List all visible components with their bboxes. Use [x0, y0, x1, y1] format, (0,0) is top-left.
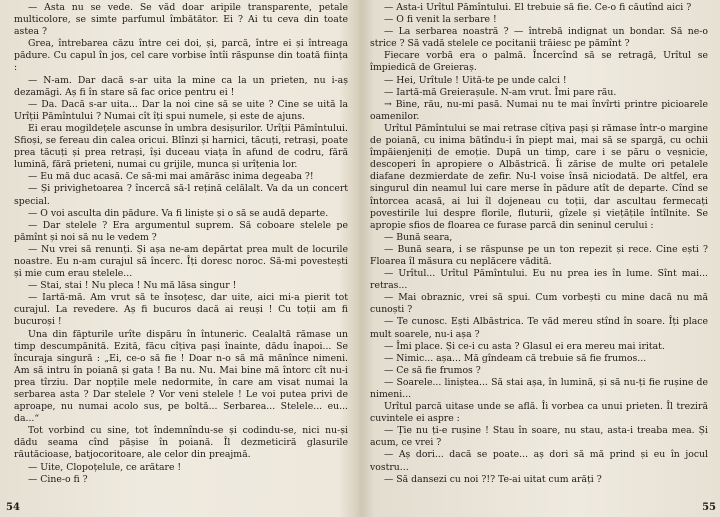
paragraph: Una din făpturile urîte dispăru în întuneric. Cealaltă rămase un timp descumpănită. Ezită, făcu cîțiva pași înainte, dădu înapoi... Se încuraja singură : „Ei, ce-o să fie ! Doar n-o să mă mănînce nimeni. Am să intru în poiană și gata ! Ba nu. Nu. Mai bine mă întorc cît nu-i prea tîrziu. Dar nopțile mele nedormite, în care am visat numai la serbarea asta ? Dar stelele ? Vor veni stelele ! Le voi putea privi de aproape, nu numai acolo sus, pe boltă... Serbarea... Stelele... eu... da...“ [14, 328, 348, 425]
paragraph: — Cine-o fi ? [28, 473, 88, 485]
paragraph: — Stai, stai ! Nu pleca ! Nu mă lăsa singur ! [28, 280, 237, 292]
paragraph: — Eu mă duc acasă. Ce să-mi mai amărăsc inima degeaba ?! [28, 171, 314, 183]
left-page-text [14, 2, 348, 514]
paragraph: — Îmi place. Și ce-i cu asta ? Glasul ei era mereu mai iritat. [384, 340, 665, 352]
paragraph: — O fi venit la serbare ! [384, 14, 497, 26]
paragraph: Tot vorbind cu sine, tot îndemnîndu-se și codindu-se, nici nu-și dădu seama cînd pășise în poiană. Îl dezmeticiră glasurile răutăcioase, batjocoritoare, ale celor din preajmă. [14, 425, 348, 461]
paragraph: — Te cunosc. Ești Albăstrica. Te văd mereu stînd în soare. Îți place mult soarele, nu-i așa ? [370, 316, 708, 340]
paragraph: — Să dansezi cu noi ?!? Te-ai uitat cum arăți ? [384, 473, 602, 485]
paragraph: Grea, întrebarea căzu între cei doi, și, parcă, între ei și întreaga pădure. Cu capul în jos, cel care vorbise întîi răspunse din toată ființa : [14, 38, 348, 74]
paragraph: — Bună seara, i se răspunse pe un ton repezit și rece. Cine ești ? Floarea îl măsura cu neplăcere vădită. [370, 243, 708, 267]
paragraph: — Mai obraznic, vrei să spui. Cum vorbești cu mine dacă nu mă cunoști ? [370, 292, 708, 316]
paragraph: — La serbarea noastră ? — întrebă indignat un bondar. Să ne-o strice ? Să vadă stelele ce pocitanii trăiesc pe pămînt ? [370, 26, 708, 50]
paragraph: — Da. Dacă s-ar uita... Dar la noi cine să se uite ? Cine se uită la Urîții Pămîntului ? Numai cît îți spui numele, și este de ajuns. [14, 98, 348, 122]
paragraph: — Iartă-mă. Am vrut să te însoțesc, dar uite, aici mi-a pierit tot curajul. La revedere. Aș fi bucuros dacă ai reuși ! Cu toții am fi bucuroși ! [14, 292, 348, 328]
right-page-number: 55 [702, 502, 716, 513]
paragraph: — Dar stelele ? Era argumentul suprem. Să coboare stelele pe pămînt și noi să nu le vedem ? [14, 219, 348, 243]
paragraph: Urîtul Pămîntului se mai retrase cîțiva pași și rămase într-o margine de poiană, cu inima bătîndu-i în piept mai, mai să se spargă, cu ochii împăienjeniți de emoție. După un timp, care i se păru o veșnicie, descoperi în apropiere o Albăstrică. Îi zărise de multe ori petalele diafane dezmierdate de zefir. Nu-l voise însă niciodată. De altfel, era singurul din neamul lui care merse în pădure atît de departe. Cînd se întorcea acasă, ai lui îl dojeneau cu toții, dar ascultau fermecați povestirile lui despre florile, fluturii, gîzele și viețățile întîlnite. Se apropie sfios de floarea ce furase parcă din seninul cerului : [370, 122, 708, 231]
right-page-text [370, 2, 708, 514]
paragraph: — Soarele... liniștea... Să stai așa, în lumină, și să nu-ți fie rușine de nimeni... [370, 376, 708, 400]
paragraph: Fiecare vorbă era o palmă. Încercînd să se retragă, Urîtul se împiedică de Greieraș. [370, 50, 708, 74]
paragraph: Ei erau mogildețele ascunse în umbra desișurilor. Urîții Pămîntului. Sfioși, se fereau din calea oricui. Blînzi și harnici, tăcuți, retrași, poate prea tăcuți și prea retrași, își duceau viața în afund de codru, fără lumină, fără prieteni, numai cu grijile, munca și urîțenia lor. [14, 122, 348, 171]
paragraph: — Urîtul... Urîtul Pămîntului. Eu nu prea ies în lume. Sînt mai... retras... [370, 268, 708, 292]
paragraph: — O voi asculta din pădure. Va fi liniște și o să se audă departe. [28, 207, 329, 219]
paragraph: — Uite, Clopoțelule, ce arătare ! [28, 461, 182, 473]
paragraph: — Nu vrei să renunți. Și așa ne-am depărtat prea mult de locurile noastre. Eu n-am curajul să încerc. Îți doresc noroc. Să-mi povestești și mie cum erau stelele... [14, 243, 348, 280]
paragraph: — Hei, Urîtule ! Uită-te pe unde calci ! [384, 74, 567, 86]
paragraph: Urîtul parcă uitase unde se află. Îi vorbea ca unui prieten. Îl treziră cuvintele ei aspre : [370, 401, 708, 425]
paragraph: — Nimic... așa... Mă gîndeam că trebuie să fie frumos... [384, 352, 647, 364]
paragraph: — Bună seara, [384, 231, 453, 243]
paragraph: — Ce să fie frumos ? [384, 364, 481, 376]
paragraph: — Asta-i Urîtul Pămîntului. El trebuie să fie. Ce-o fi căutînd aici ? [384, 2, 692, 13]
paragraph: — Iartă-mă Greierașule. N-am vrut. Îmi pare rău. [384, 86, 617, 98]
paragraph: → Bine, rău, nu-mi pasă. Numai nu te mai învîrti printre picioarele oamenilor. [370, 98, 708, 122]
paragraph: — Ție nu ți-e rușine ! Stau în soare, nu stau, asta-i treaba mea. Și acum, ce vrei ? [370, 425, 708, 449]
paragraph: — Aș dori... dacă se poate... aș dori să mă prind și eu în jocul vostru... [370, 449, 708, 473]
left-page-number: 54 [6, 502, 20, 513]
paragraph: — Și privighetoarea ? încercă să-l rețină celălalt. Va da un concert special. [14, 183, 348, 207]
paragraph: — Asta nu se vede. Se văd doar aripile transparente, petale multicolore, se simte parfumul îmbătător. Ei ? Ai tu ceva din toate astea ? [14, 2, 348, 38]
paragraph: — N-am. Dar dacă s-ar uita la mine ca la un prieten, nu i-aș dezamăgi. Aș fi în stare să fac orice pentru ei ! [14, 74, 348, 98]
